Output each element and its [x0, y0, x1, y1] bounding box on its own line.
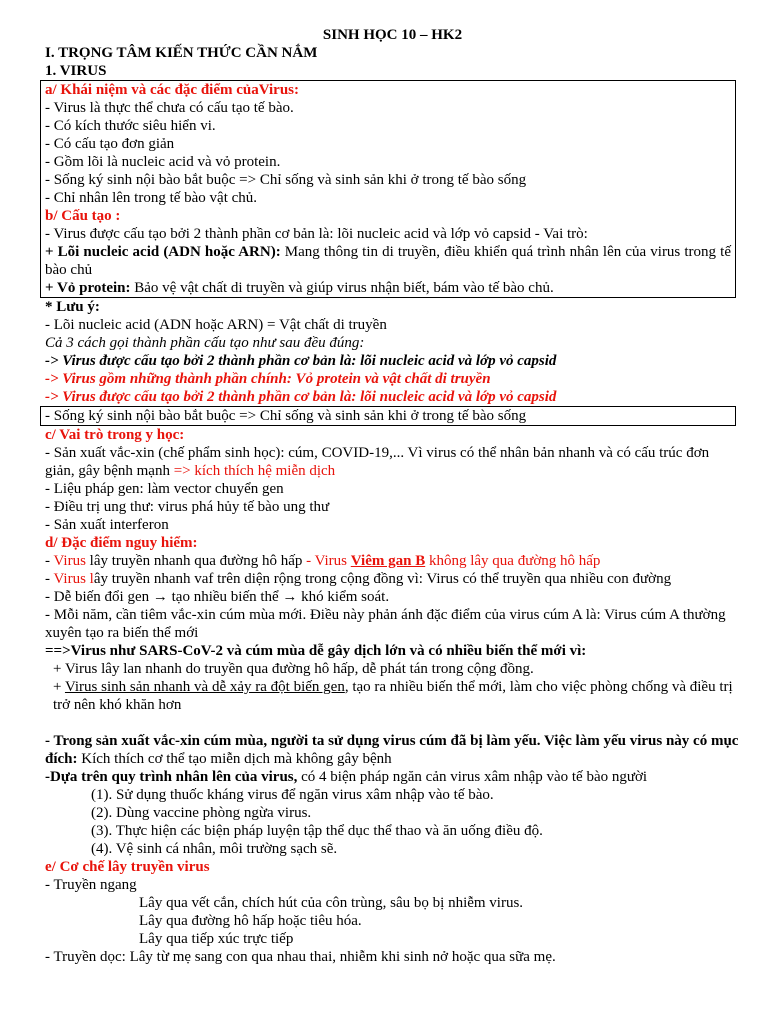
weakened-vaccine-paragraph	[45, 732, 740, 768]
list-item: (3). Thực hiện các biện pháp luyện tập thể dục thể thao và ăn uống điều độ.	[91, 823, 543, 839]
document-title: SINH HỌC 10 – HK2	[322, 27, 463, 43]
text-line: - Truyền ngang	[45, 877, 137, 893]
text-line: - Truyền dọc: Lây từ mẹ sang con qua nhau thai, nhiễm khi sinh nở hoặc qua sữa mẹ.	[45, 949, 556, 965]
text-span: , tạo ra nhiều biến thể mới, làm cho việc phòng chống và điều trị trở nên khó khăn hơn	[53, 679, 733, 713]
text-line: + Virus lây lan nhanh do truyền qua đường hô hấp, dễ phát tán trong cộng đồng.	[53, 661, 534, 677]
virus-word: Virus	[53, 553, 90, 569]
text-line: - Chỉ nhân lên trong tế bào vật chủ.	[45, 190, 258, 206]
core-role-paragraph	[45, 243, 731, 279]
shell-label: + Vỏ protein:	[45, 280, 131, 296]
bold-text: -Dựa trên quy trình nhân lên của virus,	[45, 769, 298, 785]
vaccine-text: - Sản xuất vắc-xin (chế phẩm sinh học): cúm, COVID-19,... Vì virus có thể nhân bản nhanh và có cấu trúc đơn giản, gây bệnh mạnh	[45, 445, 710, 479]
shell-role-paragraph	[45, 279, 731, 297]
prevention-intro	[45, 768, 740, 786]
list-item: (1). Sử dụng thuốc kháng virus để ngăn virus xâm nhập vào tế bào.	[91, 787, 494, 803]
dash: -	[45, 553, 54, 569]
core-label: + Lõi nucleic acid (ADN hoặc ARN):	[45, 244, 281, 260]
plus: +	[53, 679, 65, 695]
text-line: - Gồm lõi là nucleic acid và vỏ protein.	[45, 154, 281, 170]
text-line: - Lõi nucleic acid (ADN hoặc ARN) = Vật chất di truyền	[45, 317, 387, 333]
text-line: - Có kích thước siêu hiển vi.	[45, 118, 216, 134]
text-paragraph: - Mỗi năm, cần tiêm vắc-xin cúm mùa mới. Điều này phản ánh đặc điểm của virus cúm A là: Virus cúm A thường xuyên tạo ra biến thể mới	[45, 607, 726, 641]
text-span: không lây qua đường hô hấp	[425, 553, 601, 569]
section-heading: I. TRỌNG TÂM KIẾN THỨC CẦN NẮM	[45, 45, 318, 61]
text-line: - Liệu pháp gen: làm vector chuyển gen	[45, 481, 284, 497]
subsection-heading: 1. VIRUS	[45, 63, 107, 79]
virus-word: Virus l	[53, 571, 94, 587]
text-line: - Virus được cấu tạo bởi 2 thành phần cơ bản là: lõi nucleic acid và lớp vỏ capsid - Vai trò:	[45, 226, 588, 242]
list-item: (4). Vệ sinh cá nhân, môi trường sạch sẽ.	[91, 841, 338, 857]
heading-a: a/ Khái niệm và các đặc điểm củaVirus:	[45, 82, 300, 98]
respiratory-line	[45, 552, 740, 570]
vaccine-production-paragraph	[45, 444, 740, 480]
definition-structure-box	[40, 80, 736, 298]
bold-text: - Trong sản xuất vắc-xin cúm mùa, người ta sử dụng virus cúm đã bị làm yếu. Việc làm yếu virus này có mục đích:	[45, 733, 739, 767]
text-line: - Có cấu tạo đơn giản	[45, 136, 175, 152]
note-title: * Lưu ý:	[45, 299, 100, 315]
text-line: -> Virus gồm những thành phần chính: Vỏ protein và vật chất di truyền	[45, 371, 491, 387]
text-line: - Sản xuất interferon	[45, 517, 169, 533]
mutation-paragraph	[45, 678, 740, 714]
text-span: có 4 biện pháp ngăn cản virus xâm nhập vào tế bào người	[297, 769, 648, 785]
shell-text: Bảo vệ vật chất di truyền và giúp virus nhận biết, bám vào tế bào chủ.	[130, 280, 554, 296]
list-item: (2). Dùng vaccine phòng ngừa virus.	[91, 805, 312, 821]
text-line: -> Virus được cấu tạo bởi 2 thành phần cơ bản là: lõi nucleic acid và lớp vỏ capsid	[45, 353, 557, 369]
spread-paragraph	[45, 570, 740, 588]
text-line: - Dễ biến đổi gen → tạo nhiều biến thể → khó kiểm soát.	[45, 589, 390, 605]
text-span: lây truyền nhanh qua đường hô hấp	[89, 553, 307, 569]
list-item: Lây qua đường hô hấp hoặc tiêu hóa.	[139, 913, 362, 929]
heading-d: d/ Đặc điểm nguy hiểm:	[45, 535, 198, 551]
text-span: ây truyền nhanh vaf trên diện rộng trong cộng đồng vì: Virus có thể truyền qua nhiều con đường	[93, 571, 672, 587]
dash: -	[45, 571, 54, 587]
heading-e: e/ Cơ chế lây truyền virus	[45, 859, 210, 875]
list-item: Lây qua vết cắn, chích hút của côn trùng, sâu bọ bị nhiễm virus.	[139, 895, 524, 911]
heading-c: c/ Vai trò trong y học:	[45, 427, 185, 443]
text-line: - Virus là thực thể chưa có cấu tạo tế bào.	[45, 100, 294, 116]
immune-text: => kích thích hệ miễn dịch	[173, 463, 336, 479]
underlined-text: Virus sinh sản nhanh và dễ xảy ra đột biến gen	[64, 679, 345, 695]
core-text: Mang thông tin di truyền, điều khiển quá trình nhân lên của virus trong tế bào chủ	[45, 244, 731, 278]
hepatitis-b-term: Viêm gan B	[350, 553, 426, 569]
heading-b: b/ Cấu tạo :	[45, 208, 121, 224]
text-line: -> Virus được cấu tạo bởi 2 thành phần cơ bản là: lõi nucleic acid và lớp vỏ capsid	[45, 389, 557, 405]
list-item: Lây qua tiếp xúc trực tiếp	[139, 931, 294, 947]
text-span: - Virus	[306, 553, 351, 569]
text-line: - Sống ký sinh nội bào bắt buộc => Chỉ sống và sinh sản khi ở trong tế bào sống	[45, 172, 527, 188]
parasite-box	[40, 406, 736, 426]
blank-line	[45, 714, 740, 732]
text-span: Kích thích cơ thể tạo miễn dịch mà không gây bệnh	[77, 751, 392, 767]
text-line: Cả 3 cách gọi thành phần cấu tạo như sau đều đúng:	[45, 335, 365, 351]
text-line: ==>Virus như SARS-CoV-2 và cúm mùa dễ gây dịch lớn và có nhiều biến thể mới vì:	[45, 643, 587, 659]
document-page	[45, 26, 740, 966]
text-line: - Sống ký sinh nội bào bắt buộc => Chỉ sống và sinh sản khi ở trong tế bào sống	[45, 408, 527, 424]
text-line: - Điều trị ung thư: virus phá hủy tế bào ung thư	[45, 499, 330, 515]
